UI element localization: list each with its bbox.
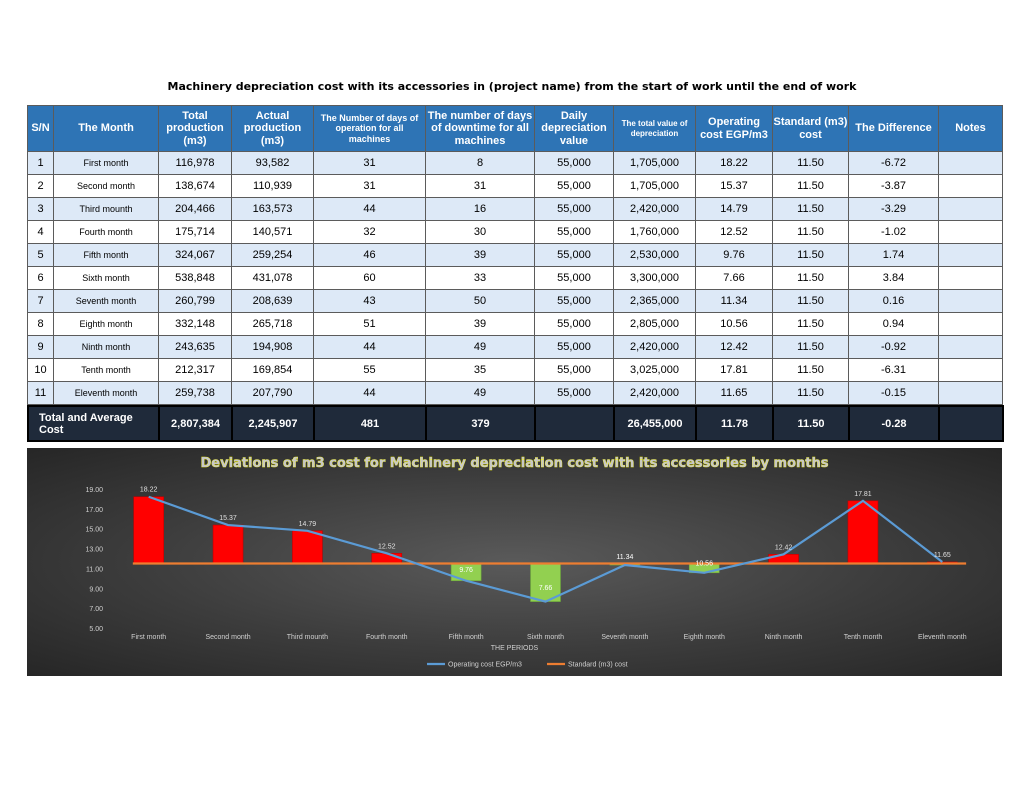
header-operation-days: The Number of days of operation for all machines	[314, 106, 426, 152]
cell-notes	[939, 198, 1003, 221]
total-row	[27, 405, 1004, 442]
table-row	[28, 152, 1003, 175]
cell-notes	[939, 382, 1003, 405]
cell-notes	[939, 359, 1003, 382]
cell-total-production: 538,848	[159, 267, 232, 290]
table-row	[28, 221, 1003, 244]
cell-month: First month	[54, 152, 159, 175]
cell-month: Ninth month	[54, 336, 159, 359]
deviation-chart	[27, 448, 1002, 676]
cell-notes	[939, 221, 1003, 244]
cell-downtime-days: 50	[426, 290, 535, 313]
cell-month: Eighth month	[54, 313, 159, 336]
cell-difference: -6.31	[849, 359, 939, 382]
y-tick-label: 11.00	[86, 566, 103, 574]
cell-daily-depreciation: 55,000	[535, 152, 614, 175]
cell-operating-cost: 12.52	[696, 221, 773, 244]
cell-notes	[939, 152, 1003, 175]
data-label: 11.34	[616, 553, 634, 561]
cell-actual-production: 207,790	[232, 382, 314, 405]
cell-sn: 10	[28, 359, 54, 382]
x-tick-label: Second month	[205, 634, 251, 641]
cell-month: Sixth month	[54, 267, 159, 290]
cell-operation-days: 44	[314, 336, 426, 359]
cell-daily-depreciation: 55,000	[535, 290, 614, 313]
cell-sn: 4	[28, 221, 54, 244]
cell-total-production: 324,067	[159, 244, 232, 267]
cell-actual-production: 140,571	[232, 221, 314, 244]
difference-average: -0.28	[849, 406, 939, 441]
cell-operating-cost: 9.76	[696, 244, 773, 267]
table-row	[28, 359, 1003, 382]
cell-total-depreciation: 2,530,000	[614, 244, 696, 267]
data-label: 7.66	[538, 584, 553, 592]
cell-downtime-days: 49	[426, 382, 535, 405]
table-row	[28, 290, 1003, 313]
table-row	[28, 198, 1003, 221]
cell-notes	[939, 313, 1003, 336]
cell-month: Fourth month	[54, 221, 159, 244]
cell-downtime-days: 31	[426, 175, 535, 198]
cell-standard-cost: 11.50	[773, 290, 849, 313]
cell-total-depreciation: 3,300,000	[614, 267, 696, 290]
actual-production-sum: 2,245,907	[232, 406, 314, 441]
downtime-days-sum: 379	[426, 406, 535, 441]
y-tick-label: 17.00	[85, 506, 103, 514]
operating-cost-average: 11.78	[696, 406, 773, 441]
cell-total-depreciation: 2,365,000	[614, 290, 696, 313]
data-label: 9.76	[459, 567, 473, 575]
data-label: 15.37	[219, 515, 237, 523]
cell-standard-cost: 11.50	[773, 175, 849, 198]
x-tick-label: Fourth month	[365, 634, 408, 641]
cell-standard-cost: 11.50	[773, 313, 849, 336]
cell-total-production: 175,714	[159, 221, 232, 244]
x-tick-label: Third mounth	[286, 634, 329, 641]
cell-notes	[939, 267, 1003, 290]
table-row	[28, 382, 1003, 405]
cell-downtime-days: 35	[426, 359, 535, 382]
data-label: 17.81	[854, 490, 872, 498]
daily-depreciation-total	[535, 406, 614, 441]
cell-total-depreciation: 2,420,000	[614, 382, 696, 405]
table-header-row	[28, 106, 1003, 152]
operation-days-sum: 481	[314, 406, 426, 441]
table-row	[28, 175, 1003, 198]
cell-actual-production: 110,939	[232, 175, 314, 198]
cell-sn: 8	[28, 313, 54, 336]
cell-month: Tenth month	[54, 359, 159, 382]
x-tick-label: Ninth month	[764, 634, 803, 641]
cell-operation-days: 51	[314, 313, 426, 336]
x-tick-label: Eighth month	[683, 634, 725, 641]
cell-downtime-days: 39	[426, 313, 535, 336]
cell-month: Eleventh month	[54, 382, 159, 405]
cell-total-production: 243,635	[159, 336, 232, 359]
cell-total-production: 260,799	[159, 290, 232, 313]
x-tick-label: Fifth month	[448, 634, 484, 641]
table-row	[28, 336, 1003, 359]
cell-operating-cost: 7.66	[696, 267, 773, 290]
cell-total-production: 212,317	[159, 359, 232, 382]
data-label: 14.79	[298, 520, 317, 528]
page-title: Machinery depreciation cost with its accessories in (project name) from the start of work until the end of work	[167, 80, 857, 93]
cell-sn: 7	[28, 290, 54, 313]
cell-standard-cost: 11.50	[773, 152, 849, 175]
header-notes: Notes	[939, 106, 1003, 152]
cell-daily-depreciation: 55,000	[535, 244, 614, 267]
cell-difference: -3.87	[849, 175, 939, 198]
cell-difference: -0.92	[849, 336, 939, 359]
cell-actual-production: 163,573	[232, 198, 314, 221]
cell-daily-depreciation: 55,000	[535, 221, 614, 244]
cell-operating-cost: 11.65	[696, 382, 773, 405]
cell-operating-cost: 14.79	[696, 198, 773, 221]
cell-operation-days: 60	[314, 267, 426, 290]
y-tick-label: 19.00	[85, 487, 103, 494]
y-tick-label: 5.00	[89, 626, 103, 633]
y-tick-label: 13.00	[85, 546, 103, 554]
cell-difference: -6.72	[849, 152, 939, 175]
cell-standard-cost: 11.50	[773, 221, 849, 244]
cell-operating-cost: 12.42	[696, 336, 773, 359]
cell-total-depreciation: 1,705,000	[614, 152, 696, 175]
cell-total-depreciation: 3,025,000	[614, 359, 696, 382]
data-label: 11.65	[933, 551, 951, 559]
cell-standard-cost: 11.50	[773, 198, 849, 221]
cell-total-depreciation: 2,805,000	[614, 313, 696, 336]
data-label: 10.56	[695, 560, 713, 568]
cell-downtime-days: 39	[426, 244, 535, 267]
cell-difference: 1.74	[849, 244, 939, 267]
x-tick-label: Seventh month	[601, 634, 649, 641]
cell-actual-production: 208,639	[232, 290, 314, 313]
cell-operation-days: 43	[314, 290, 426, 313]
cell-downtime-days: 33	[426, 267, 535, 290]
y-tick-label: 7.00	[89, 606, 103, 614]
standard-cost-average: 11.50	[773, 406, 849, 441]
cell-actual-production: 259,254	[232, 244, 314, 267]
cell-operating-cost: 15.37	[696, 175, 773, 198]
cell-notes	[939, 290, 1003, 313]
cell-operation-days: 32	[314, 221, 426, 244]
cell-actual-production: 169,854	[232, 359, 314, 382]
cell-standard-cost: 11.50	[773, 359, 849, 382]
cell-downtime-days: 16	[426, 198, 535, 221]
cell-sn: 6	[28, 267, 54, 290]
cell-daily-depreciation: 55,000	[535, 267, 614, 290]
x-tick-label: Eleventh month	[917, 634, 967, 641]
header-sn: S/N	[28, 106, 54, 152]
cell-difference: 0.94	[849, 313, 939, 336]
cell-sn: 11	[28, 382, 54, 405]
cell-sn: 2	[28, 175, 54, 198]
data-label: 18.22	[139, 486, 158, 494]
x-tick-label: First month	[131, 634, 167, 641]
header-difference: The Difference	[849, 106, 939, 152]
header-daily-depreciation: Daily depreciation value	[535, 106, 614, 152]
table-row	[28, 267, 1003, 290]
cell-notes	[939, 244, 1003, 267]
chart-svg	[27, 448, 1002, 676]
cell-notes	[939, 175, 1003, 198]
cell-operation-days: 31	[314, 152, 426, 175]
y-tick-label: 15.00	[85, 526, 103, 534]
total-production-sum: 2,807,384	[159, 406, 232, 441]
cell-daily-depreciation: 55,000	[535, 198, 614, 221]
cell-standard-cost: 11.50	[773, 382, 849, 405]
header-total-production: Total production (m3)	[159, 106, 232, 152]
cell-difference: -0.15	[849, 382, 939, 405]
cell-difference: 3.84	[849, 267, 939, 290]
header-actual-production: Actual production (m3)	[232, 106, 314, 152]
legend-standard-label: Standard (m3) cost	[568, 661, 628, 669]
cell-operating-cost: 18.22	[696, 152, 773, 175]
legend-operating-label: Operating cost EGP/m3	[448, 661, 522, 669]
deviation-bar	[372, 553, 402, 563]
total-depreciation-sum: 26,455,000	[614, 406, 696, 441]
cell-standard-cost: 11.50	[773, 244, 849, 267]
chart-title: Deviations of m3 cost for Machinery depreciation cost with its accessories by months	[200, 456, 829, 471]
cell-operation-days: 46	[314, 244, 426, 267]
cell-downtime-days: 49	[426, 336, 535, 359]
cell-difference: -1.02	[849, 221, 939, 244]
total-label: Total and Average Cost	[28, 406, 159, 441]
cell-notes	[939, 336, 1003, 359]
cell-daily-depreciation: 55,000	[535, 336, 614, 359]
cell-total-depreciation: 1,760,000	[614, 221, 696, 244]
cell-actual-production: 431,078	[232, 267, 314, 290]
cell-total-depreciation: 2,420,000	[614, 336, 696, 359]
x-tick-label: Tenth month	[843, 634, 883, 641]
cell-operating-cost: 17.81	[696, 359, 773, 382]
cell-downtime-days: 8	[426, 152, 535, 175]
cell-daily-depreciation: 55,000	[535, 313, 614, 336]
y-tick-label: 9.00	[89, 586, 103, 594]
cell-actual-production: 93,582	[232, 152, 314, 175]
cell-operation-days: 44	[314, 382, 426, 405]
notes-total	[939, 406, 1003, 441]
header-downtime-days: The number of days of downtime for all machines	[426, 106, 535, 152]
header-standard-cost: Standard (m3) cost	[773, 106, 849, 152]
cell-difference: 0.16	[849, 290, 939, 313]
cell-total-production: 116,978	[159, 152, 232, 175]
cell-difference: -3.29	[849, 198, 939, 221]
cell-total-depreciation: 1,705,000	[614, 175, 696, 198]
x-tick-label: Sixth month	[527, 634, 564, 641]
depreciation-table	[27, 105, 1003, 405]
deviation-bar	[213, 525, 243, 563]
cell-sn: 1	[28, 152, 54, 175]
cell-total-production: 332,148	[159, 313, 232, 336]
cell-operation-days: 55	[314, 359, 426, 382]
table-row	[28, 244, 1003, 267]
cell-total-depreciation: 2,420,000	[614, 198, 696, 221]
cell-total-production: 138,674	[159, 175, 232, 198]
deviation-bar	[292, 531, 322, 564]
cell-month: Second month	[54, 175, 159, 198]
cell-standard-cost: 11.50	[773, 267, 849, 290]
cell-downtime-days: 30	[426, 221, 535, 244]
cell-month: Third mounth	[54, 198, 159, 221]
cell-month: Fifth month	[54, 244, 159, 267]
cell-actual-production: 194,908	[232, 336, 314, 359]
x-axis-title: THE PERIODS	[490, 645, 539, 652]
cell-sn: 5	[28, 244, 54, 267]
cell-month: Seventh month	[54, 290, 159, 313]
table-row	[28, 313, 1003, 336]
header-total-depreciation: The total value of depreciation	[614, 106, 696, 152]
header-month: The Month	[54, 106, 159, 152]
cell-daily-depreciation: 55,000	[535, 175, 614, 198]
header-operating-cost: Operating cost EGP/m3	[696, 106, 773, 152]
cell-actual-production: 265,718	[232, 313, 314, 336]
cell-total-production: 204,466	[159, 198, 232, 221]
cell-sn: 9	[28, 336, 54, 359]
cell-operation-days: 44	[314, 198, 426, 221]
cell-daily-depreciation: 55,000	[535, 382, 614, 405]
deviation-bar	[134, 497, 164, 564]
cell-daily-depreciation: 55,000	[535, 359, 614, 382]
data-label: 12.42	[774, 544, 793, 552]
cell-sn: 3	[28, 198, 54, 221]
cell-total-production: 259,738	[159, 382, 232, 405]
cell-operating-cost: 10.56	[696, 313, 773, 336]
cell-standard-cost: 11.50	[773, 336, 849, 359]
cell-operation-days: 31	[314, 175, 426, 198]
data-label: 12.52	[378, 543, 396, 551]
cell-operating-cost: 11.34	[696, 290, 773, 313]
